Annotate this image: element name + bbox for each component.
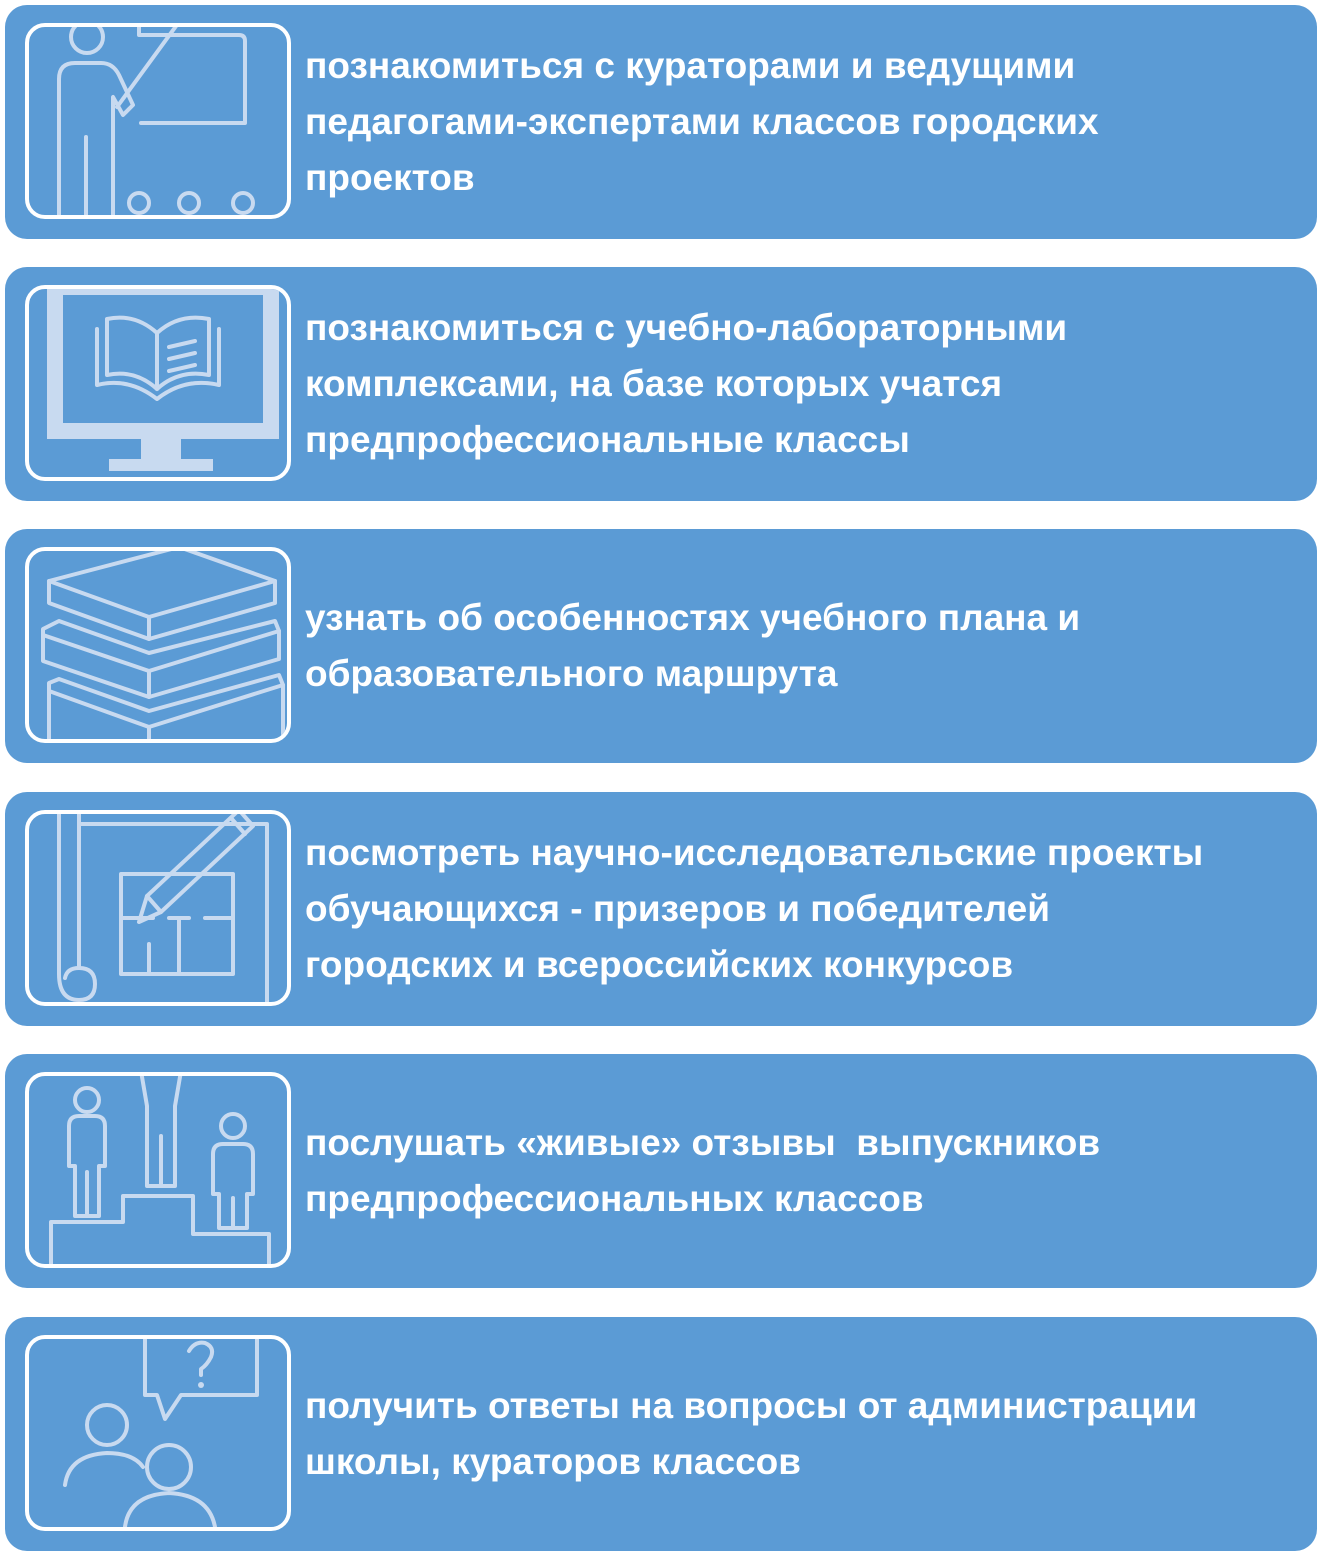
stack-of-books-icon [25, 547, 291, 743]
info-card-4 [5, 792, 1317, 1026]
info-card-text: узнать об особенностях учебного плана и образовательного маршрута [305, 597, 1081, 694]
info-card-6 [5, 1317, 1317, 1551]
teacher-at-board-icon [25, 23, 291, 219]
winners-podium-icon [25, 1072, 291, 1268]
info-card-text: послушать «живые» отзывы выпускников предпрофессиональных классов [305, 1122, 1101, 1219]
book-on-monitor-icon [25, 285, 291, 481]
blueprint-pencil-icon [25, 810, 291, 1006]
info-card-3 [5, 529, 1317, 763]
info-card-text: посмотреть научно-исследовательские проекты обучающихся - призеров и победителей городских и всероссийских конкурсов [305, 832, 1204, 985]
info-card-2 [5, 267, 1317, 501]
info-card-text: получить ответы на вопросы от администрации школы, кураторов классов [305, 1385, 1198, 1482]
info-card-5 [5, 1054, 1317, 1288]
question-dialog-icon [25, 1335, 291, 1531]
info-card-text: познакомиться с учебно-лабораторными комплексами, на базе которых учатся предпрофессиональные классы [305, 307, 1068, 460]
info-card-text: познакомиться с кураторами и ведущими педагогами-экспертами классов городских проектов [305, 45, 1099, 198]
info-card-1 [5, 5, 1317, 239]
